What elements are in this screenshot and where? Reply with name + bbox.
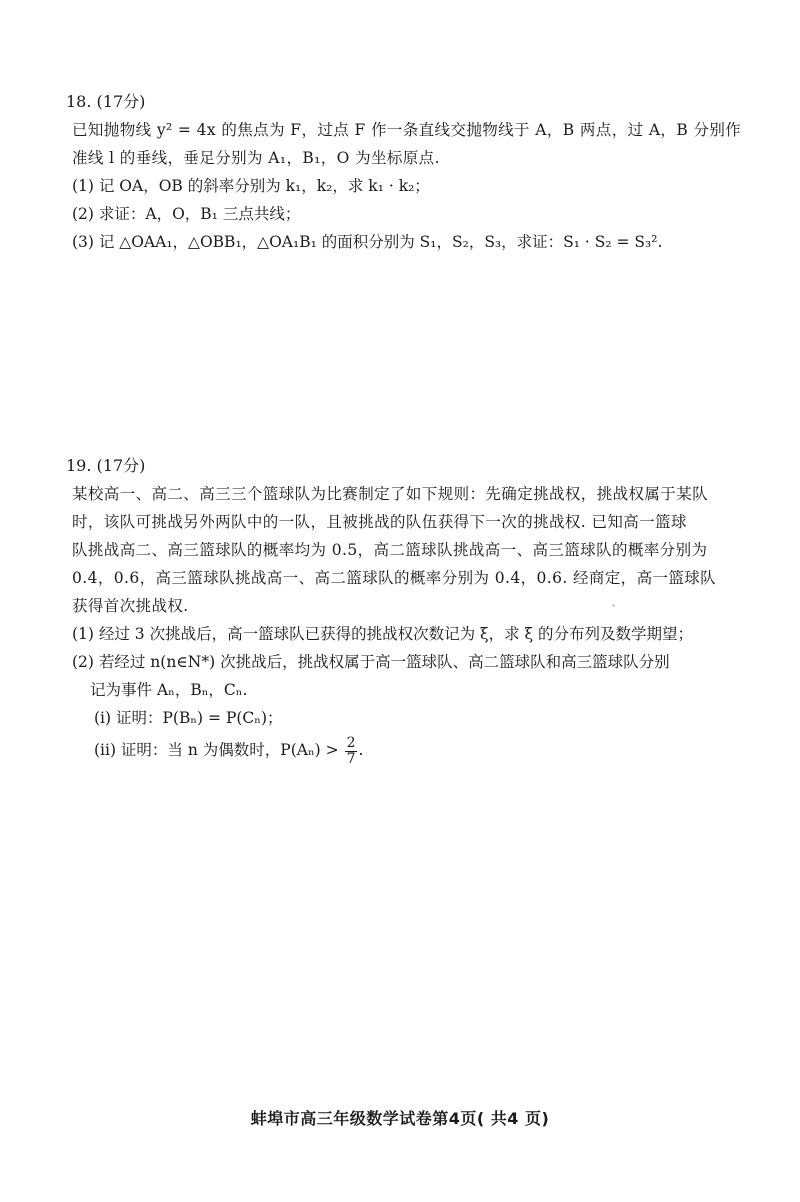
part-1: (1) 记 OA，OB 的斜率分别为 k₁，k₂，求 k₁ · k₂； [72,177,430,195]
fraction-denominator: 7 [346,750,356,767]
problem-number: 18. (17分) [66,92,146,111]
stem-line: 队挑战高二、高三篮球队的概率均为 0.5，高二篮球队挑战高一、高三篮球队的概率分别为 [72,541,708,559]
fraction [345,736,358,767]
stem-line: 获得首次挑战权. [72,597,189,615]
subpart-ii-end: . [358,741,364,759]
part-2: (2) 求证：A，O，B₁ 三点共线； [72,205,301,223]
subpart-ii [94,732,740,768]
stem-line: 某校高一、高二、高三三个篮球队为比赛制定了如下规则：先确定挑战权，挑战权属于某队 [72,485,709,503]
problem-19 [66,452,740,768]
stem-line: 准线 l 的垂线，垂足分别为 A₁，B₁，O 为坐标原点. [72,149,440,167]
scan-speck [612,604,615,607]
part-2-continued: 记为事件 Aₙ，Bₙ，Cₙ. [90,681,248,699]
problem-stem [72,116,740,172]
page-footer: 蚌埠市高三年级数学试卷第4页( 共4 页) [250,1109,550,1128]
problem-number: 19. (17分) [66,456,146,475]
stem-line: 时，该队可挑战另外两队中的一队，且被挑战的队伍获得下一次的挑战权. 已知高一篮球 [72,513,687,531]
subpart-i: (i) 证明：P(Bₙ) = P(Cₙ)； [94,709,283,727]
stem-line: 已知抛物线 y² = 4x 的焦点为 F，过点 F 作一条直线交抛物线于 A，B 两点，过 A，B 分别作 [72,121,742,139]
problem-18 [66,88,742,256]
problem-stem [72,480,740,620]
part-3: (3) 记 △OAA₁，△OBB₁，△OA₁B₁ 的面积分别为 S₁，S₂，S₃，求证：S₁ · S₂ = S₃². [72,233,663,251]
part-1: (1) 经过 3 次挑战后，高一篮球队已获得的挑战权次数记为 ξ，求 ξ 的分布列及数学期望； [72,625,693,643]
subpart-ii-text: (ii) 证明：当 n 为偶数时，P(Aₙ) > [94,741,339,759]
stem-line: 0.4，0.6，高三篮球队挑战高一、高二篮球队的概率分别为 0.4，0.6. 经商定，高一篮球队 [72,569,717,587]
fraction-numerator: 2 [346,734,356,751]
part-2: (2) 若经过 n(n∈N*) 次挑战后，挑战权属于高一篮球队、高二篮球队和高三篮球队分别 [72,653,670,671]
